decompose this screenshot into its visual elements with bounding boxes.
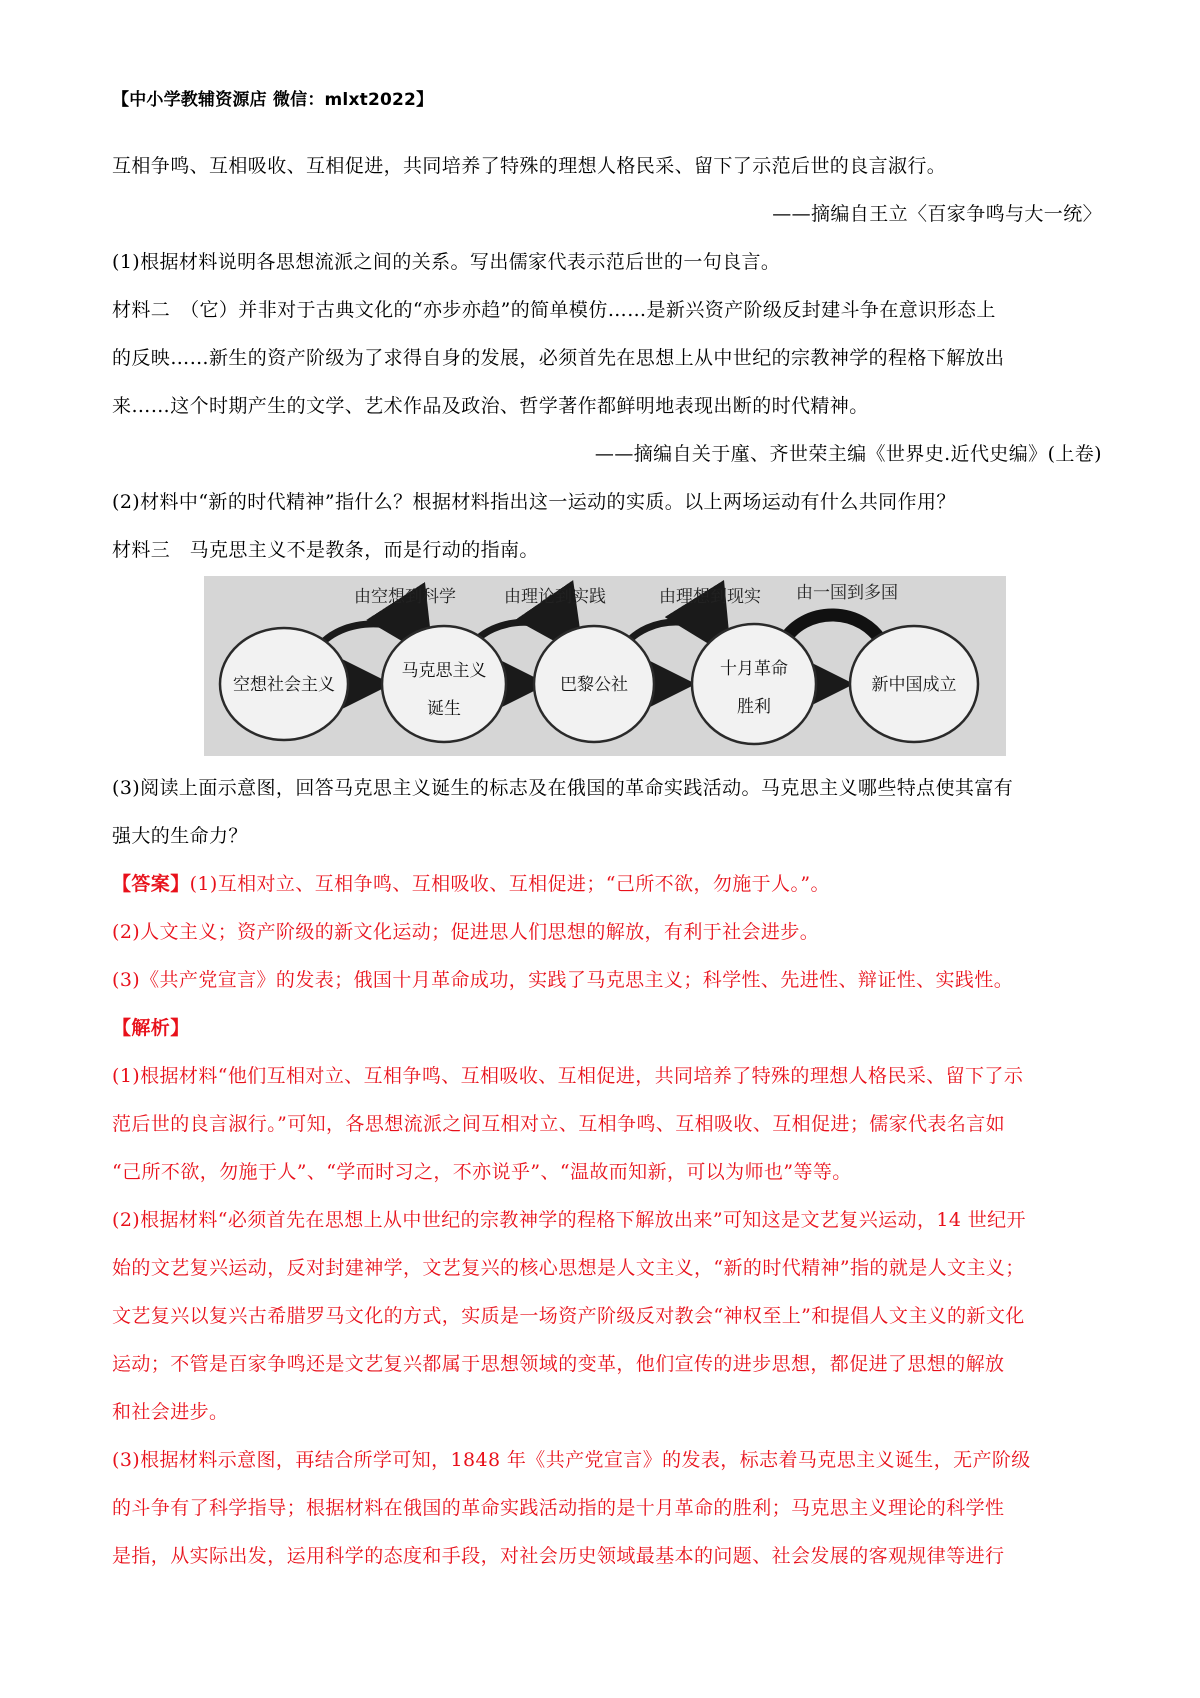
- node-label-2a: 马克思主义: [401, 661, 487, 681]
- answer-label: 【答案】: [112, 873, 190, 895]
- marxism-development-diagram: [204, 576, 1006, 756]
- analysis-p1-line-1: (1)根据材料“他们互相对立、互相争鸣、互相吸收、互相促进，共同培养了特殊的理想人格民采、留下了示: [112, 1065, 1024, 1087]
- answer-1: (1)互相对立、互相争鸣、互相吸收、互相促进；“己所不欲，勿施于人。”。: [189, 873, 830, 895]
- material2-line-2: 的反映……新生的资产阶级为了求得自身的发展，必须首先在思想上从中世纪的宗教神学的程格下解放出: [112, 347, 1005, 369]
- analysis-p2-line-2: 始的文艺复兴运动，反对封建神学，文艺复兴的核心思想是人文主义，“新的时代精神”指的就是人文主义；: [112, 1257, 1025, 1279]
- question-3-line-2: 强大的生命力？: [112, 825, 248, 847]
- question-1: (1)根据材料说明各思想流派之间的关系。写出儒家代表示范后世的一句良言。: [112, 251, 781, 273]
- node-label-2b: 诞生: [427, 699, 461, 719]
- arrow-label-4: 由一国到多国: [796, 583, 898, 603]
- question-2: (2)材料中“新的时代精神”指什么？根据材料指出这一运动的实质。以上两场运动有什么共同作用？: [112, 491, 956, 513]
- analysis-label: 【解析】: [112, 1017, 190, 1039]
- answer-3: (3)《共产党宣言》的发表；俄国十月革命成功，实践了马克思主义；科学性、先进性、辩证性、实践性。: [112, 969, 1014, 991]
- node-october-revolution: [692, 624, 816, 744]
- node-label-4a: 十月革命: [720, 659, 788, 679]
- analysis-p1-line-2: 范后世的良言淑行。”可知，各思想流派之间互相对立、互相争鸣、互相吸收、互相促进；儒家代表名言如: [112, 1113, 1006, 1135]
- analysis-p2-line-1: (2)根据材料“必须首先在思想上从中世纪的宗教神学的程格下解放出来”可知这是文艺复兴运动，14 世纪开: [112, 1209, 1026, 1231]
- material2-line-3: 来……这个时期产生的文学、艺术作品及政治、哲学著作都鲜明地表现出断的时代精神。: [112, 395, 869, 417]
- arrow-label-1: 由空想到科学: [354, 587, 456, 607]
- node-label-5: 新中国成立: [871, 675, 957, 695]
- material2-source: ——摘编自关于廑、齐世荣主编《世界史.近代史编》(上卷): [594, 443, 1102, 465]
- material3-line: 材料三 马克思主义不是教条，而是行动的指南。: [112, 539, 539, 561]
- material2-line-1: 材料二 （它）并非对于古典文化的“亦步亦趋”的简单模仿……是新兴资产阶级反封建斗争在意识形态上: [112, 299, 996, 321]
- material1-source: ——摘编自王立〈百家争鸣与大一统〉: [772, 203, 1102, 225]
- node-marxism-birth: [382, 626, 506, 742]
- question-3-line-1: (3)阅读上面示意图，回答马克思主义诞生的标志及在俄国的革命实践活动。马克思主义哪些特点使其富有: [112, 777, 1014, 799]
- material1-line: 互相争鸣、互相吸收、互相促进，共同培养了特殊的理想人格民采、留下了示范后世的良言淑行。: [112, 155, 947, 177]
- analysis-p1-line-3: “己所不欲，勿施于人”、“学而时习之，不亦说乎”、“温故而知新，可以为师也”等等。: [112, 1161, 852, 1183]
- analysis-p3-line-2: 的斗争有了科学指导；根据材料在俄国的革命实践活动指的是十月革命的胜利；马克思主义理论的科学性: [112, 1497, 1005, 1519]
- node-label-4b: 胜利: [737, 697, 771, 717]
- analysis-p2-line-5: 和社会进步。: [112, 1401, 229, 1423]
- answer-line-1: [112, 870, 1102, 898]
- node-label-3: 巴黎公社: [560, 675, 628, 695]
- node-label-1: 空想社会主义: [233, 675, 335, 695]
- arrow-label-2: 由理论到实践: [504, 587, 606, 607]
- analysis-p2-line-3: 文艺复兴以复兴古希腊罗马文化的方式，实质是一场资产阶级反对教会“神权至上”和提倡人文主义的新文化: [112, 1305, 1025, 1327]
- analysis-p3-line-3: 是指，从实际出发，运用科学的态度和手段，对社会历史领域最基本的问题、社会发展的客观规律等进行: [112, 1545, 1005, 1567]
- answer-2: (2)人文主义；资产阶级的新文化运动；促进思人们思想的解放，有利于社会进步。: [112, 921, 820, 943]
- arrow-label-3: 由理想到现实: [659, 587, 761, 607]
- analysis-p3-line-1: (3)根据材料示意图，再结合所学可知，1848 年《共产党宣言》的发表，标志着马克思主义诞生，无产阶级: [112, 1449, 1031, 1471]
- analysis-p2-line-4: 运动；不管是百家争鸣还是文艺复兴都属于思想领域的变革，他们宣传的进步思想，都促进了思想的解放: [112, 1353, 1005, 1375]
- header-watermark: 【中小学教辅资源店 微信：mlxt2022】: [112, 90, 434, 110]
